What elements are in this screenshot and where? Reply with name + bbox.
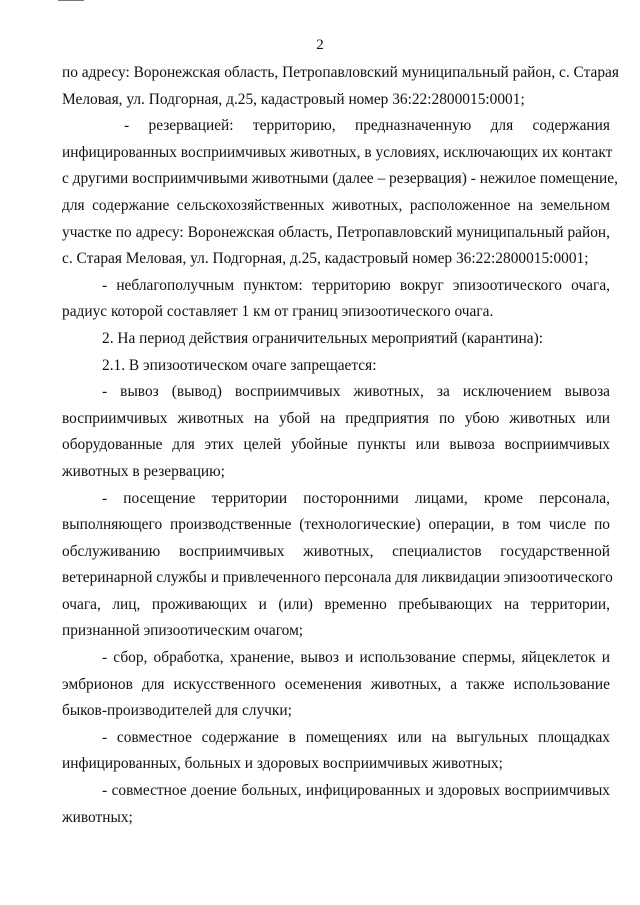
text-line: участке по адресу: Воронежская область, Петропавловский муниципальный район, <box>62 223 610 241</box>
text-line: восприимчивых животных на убой на предприятия по убою животных или <box>62 409 610 427</box>
text-line: инфицированных восприимчивых животных, в условиях, исключающих их контакт <box>62 143 613 161</box>
text-line: животных в резервацию; <box>62 462 225 480</box>
text-line: 2.1. В эпизоотическом очаге запрещается: <box>102 356 377 374</box>
text-line: - резервацией: территорию, предназначенную для содержания <box>124 117 610 135</box>
text-line: признанной эпизоотическим очагом; <box>62 622 304 640</box>
text-line: очага, лиц, проживающих и (или) временно пребывающих на территории, <box>62 595 610 613</box>
text-line: обслуживанию восприимчивых животных, специалистов государственной <box>62 542 610 560</box>
scan-edge-mark <box>58 0 84 1</box>
text-line: выполняющего производственные (технологические) операции, в том числе по <box>62 516 610 534</box>
text-line: по адресу: Воронежская область, Петропавловский муниципальный район, с. Старая <box>62 64 619 81</box>
text-line: животных; <box>62 808 133 826</box>
text-line: - совместное доение больных, инфицированных и здоровых восприимчивых <box>102 782 610 800</box>
text-line: - неблагополучным пунктом: территорию вокруг эпизоотического очага, <box>102 276 610 294</box>
text-line: радиус которой составляет 1 км от границ эпизоотического очага. <box>62 303 494 321</box>
text-line: ветеринарной службы и привлеченного персонала для ликвидации эпизоотического <box>62 569 613 587</box>
text-line: быков-производителей для случки; <box>62 702 292 720</box>
text-line: - вывоз (вывод) восприимчивых животных, за исключением вывоза <box>102 383 610 401</box>
text-line: инфицированных, больных и здоровых восприимчивых животных; <box>62 755 503 773</box>
text-line: - посещение территории посторонними лицами, кроме персонала, <box>102 489 610 507</box>
text-line: для содержание сельскохозяйственных животных, расположенное на земельном <box>62 196 610 214</box>
text-line: - сбор, обработка, хранение, вывоз и использование спермы, яйцеклеток и <box>102 649 610 667</box>
page-number: 2 <box>316 37 324 53</box>
text-line: с. Старая Меловая, ул. Подгорная, д.25, кадастровый номер 36:22:2800015:0001; <box>62 250 589 268</box>
text-line: с другими восприимчивыми животными (далее – резервация) - нежилое помещение, <box>62 170 618 188</box>
text-line: 2. На период действия ограничительных мероприятий (карантина): <box>102 329 544 347</box>
text-line: Меловая, ул. Подгорная, д.25, кадастровый номер 36:22:2800015:0001; <box>62 90 525 108</box>
text-line: оборудованные для этих целей убойные пункты или вывоза восприимчивых <box>62 436 610 454</box>
text-line: эмбрионов для искусственного осеменения животных, а также использование <box>62 675 610 693</box>
document-body <box>62 60 619 831</box>
text-line: - совместное содержание в помещениях или на выгульных площадках <box>102 728 610 746</box>
